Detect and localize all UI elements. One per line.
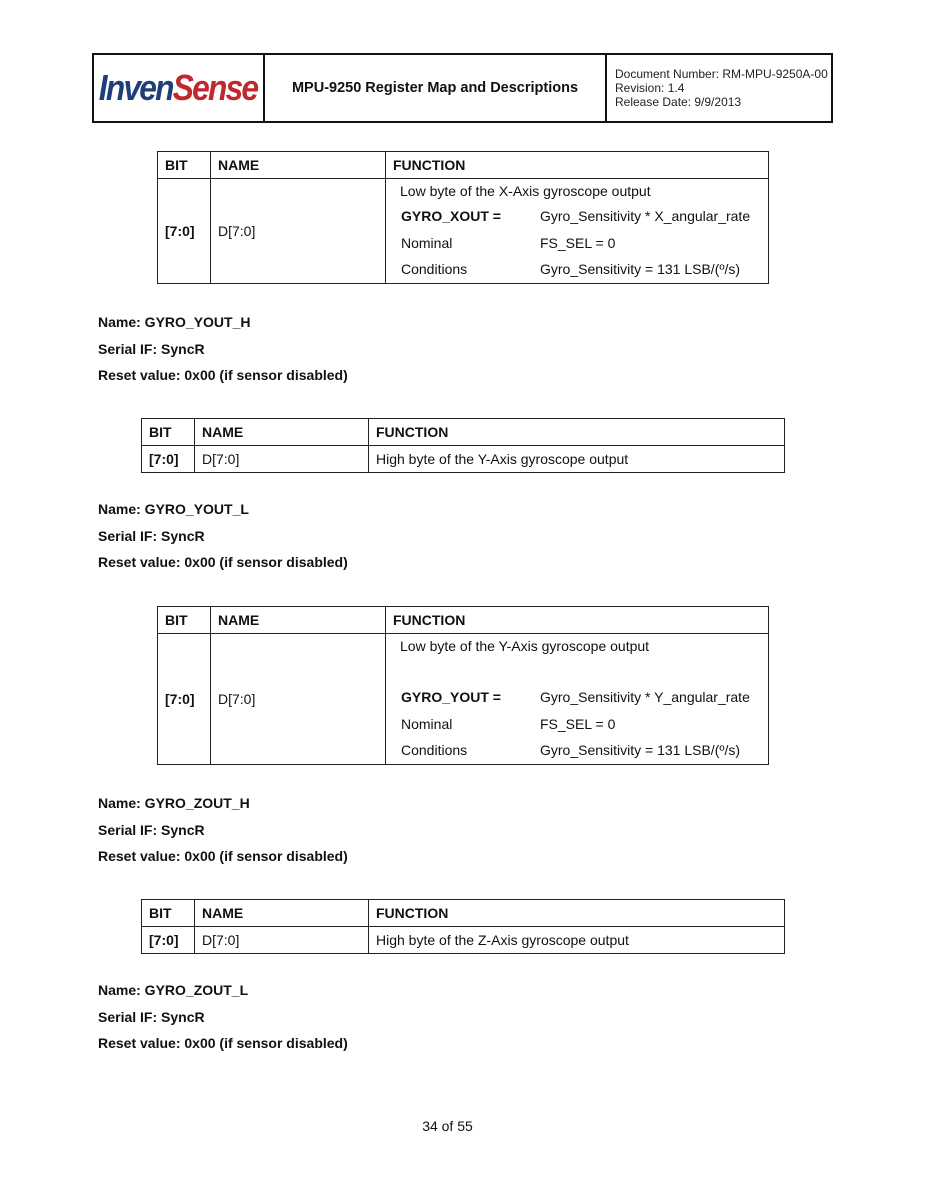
col-bit: BIT [142,419,195,446]
table-row [158,634,769,765]
function-cell: High byte of the Y-Axis gyroscope output [369,446,785,473]
page-number: 34 of 55 [422,1118,473,1134]
name-cell: D[7:0] [211,634,386,765]
conditions-value: Gyro_Sensitivity = 131 LSB/(º/s) [540,742,741,759]
logo-text-sense: Sense [173,67,258,108]
function-description: Low byte of the Y-Axis gyroscope output [400,638,650,654]
release-date: Release Date: 9/9/2013 [615,95,742,109]
register-name: Name: GYRO_ZOUT_L [98,982,249,998]
reset-value: Reset value: 0x00 (if sensor disabled) [98,554,348,570]
nominal-label: Nominal [401,234,453,251]
revision: Revision: 1.4 [615,81,685,95]
register-info-gyro-zout-l [98,981,348,1061]
col-bit: BIT [158,607,211,634]
serial-if: Serial IF: SyncR [98,527,205,544]
col-bit: BIT [142,900,195,927]
table-header-row [142,900,785,927]
formula-lhs: GYRO_XOUT = [401,208,501,225]
register-name: Name: GYRO_YOUT_L [98,501,249,517]
function-cell: High byte of the Z-Axis gyroscope output [369,927,785,954]
conditions-label: Conditions [401,742,468,759]
document-number: Document Number: RM-MPU-9250A-00 [615,67,828,81]
col-name: NAME [211,152,386,179]
nominal-value: FS_SEL = 0 [540,234,616,251]
register-info-gyro-yout-l [98,500,348,580]
register-name: Name: GYRO_ZOUT_H [98,795,250,811]
col-function: FUNCTION [369,900,785,927]
reset-value: Reset value: 0x00 (if sensor disabled) [98,1035,348,1051]
register-info-gyro-zout-h [98,794,348,874]
nominal-value: FS_SEL = 0 [540,715,616,732]
name-cell: D[7:0] [195,927,369,954]
nominal-label: Nominal [401,715,453,732]
serial-if: Serial IF: SyncR [98,1008,205,1025]
col-name: NAME [195,419,369,446]
serial-if: Serial IF: SyncR [98,821,205,838]
function-cell [386,179,769,284]
invensense-logo [94,55,265,121]
table-row [142,446,785,473]
register-name: Name: GYRO_YOUT_H [98,314,251,330]
function-description: Low byte of the X-Axis gyroscope output [400,183,651,199]
table-header-row [158,152,769,179]
serial-if: Serial IF: SyncR [98,340,205,357]
col-bit: BIT [158,152,211,179]
bit-cell: [7:0] [142,446,195,473]
register-info-gyro-yout-h [98,313,348,393]
logo-text-inven: Inven [99,67,174,108]
col-function: FUNCTION [386,607,769,634]
register-table-gyro-yout-l [157,606,769,765]
name-cell: D[7:0] [195,446,369,473]
table-header-row [158,607,769,634]
table-row [142,927,785,954]
col-function: FUNCTION [386,152,769,179]
function-cell [386,634,769,765]
formula-rhs: Gyro_Sensitivity * X_angular_rate [540,208,751,225]
col-name: NAME [195,900,369,927]
bit-cell: [7:0] [158,179,211,284]
register-table-gyro-zout-h [141,899,785,954]
bit-cell: [7:0] [142,927,195,954]
col-function: FUNCTION [369,419,785,446]
register-table-gyro-yout-h [141,418,785,473]
document-title: MPU-9250 Register Map and Descriptions [265,55,607,121]
table-row [158,179,769,284]
register-table-gyro-xout-l [157,151,769,284]
formula-rhs: Gyro_Sensitivity * Y_angular_rate [540,689,750,706]
reset-value: Reset value: 0x00 (if sensor disabled) [98,848,348,864]
table-header-row [142,419,785,446]
conditions-label: Conditions [401,261,468,278]
col-name: NAME [211,607,386,634]
formula-lhs: GYRO_YOUT = [401,689,501,706]
bit-cell: [7:0] [158,634,211,765]
conditions-value: Gyro_Sensitivity = 131 LSB/(º/s) [540,261,741,278]
document-header [92,53,833,123]
reset-value: Reset value: 0x00 (if sensor disabled) [98,367,348,383]
document-meta [607,55,831,121]
name-cell: D[7:0] [211,179,386,284]
